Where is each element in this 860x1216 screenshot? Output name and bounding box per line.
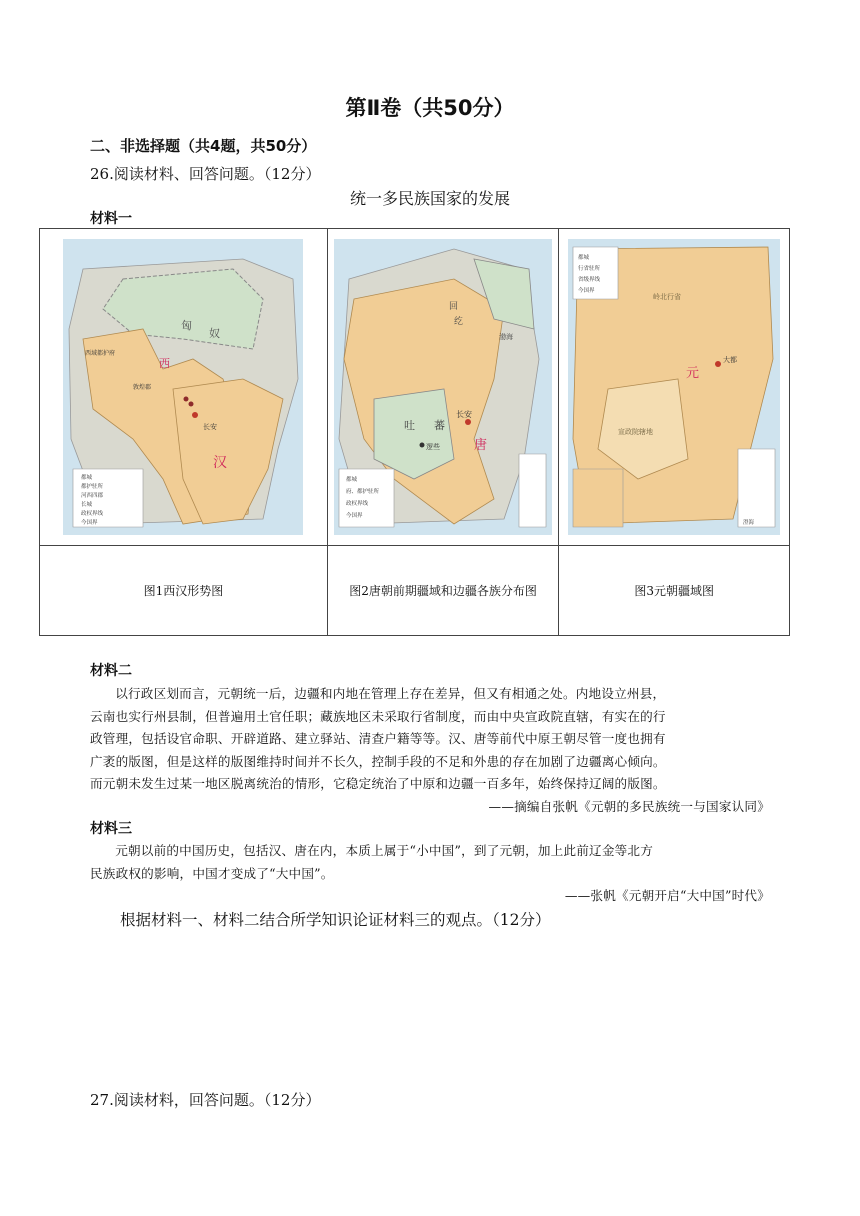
- map2-label-d: 唐: [474, 438, 488, 453]
- material-2-text: [90, 683, 770, 818]
- map2-label-c: 长安: [456, 410, 473, 419]
- caption-cell-3: [559, 546, 790, 636]
- map1-label-a: 匈: [181, 319, 193, 332]
- material-2-line: 云南也实行州县制，但普遍用土官任职；藏族地区未采取行省制度，而由中央宣政院直辖，有实在的行: [90, 708, 666, 724]
- western-han-map: [63, 239, 303, 535]
- map2-label-g: 纥: [454, 317, 464, 327]
- map1-legend-0: 都城: [81, 475, 93, 481]
- section-heading: 二、非选择题（共4题，共50分）: [90, 137, 317, 155]
- map1-label-b: 奴: [209, 327, 221, 340]
- map3-label-e: 澄海: [743, 520, 755, 526]
- map2-legend-0: 都城: [346, 477, 358, 483]
- map1-label-c: 西: [159, 357, 171, 370]
- map3-label-a: 元: [686, 366, 700, 381]
- map1-legend-1: 都护驻所: [81, 484, 104, 490]
- map1-legend-4: 政权界线: [81, 511, 104, 517]
- map2-label-h: 渤海: [499, 333, 514, 341]
- material-2-line: 而元朝未发生过某一地区脱离统治的情形，它稳定统治了中原和边疆一百多年，始终保持辽阔的版图。: [90, 776, 666, 791]
- map1-label-d: 汉: [213, 455, 228, 471]
- map-1-caption: 图1西汉形势图: [143, 583, 224, 598]
- map3-label-c: 宣政院辖地: [618, 428, 654, 436]
- map3-legend-1: 行省驻所: [578, 266, 601, 272]
- map-cell-2: [327, 229, 559, 546]
- map2-label-a: 吐: [404, 419, 416, 432]
- map-cell-1: [40, 229, 328, 546]
- map1-legend-2: 河西四郡: [81, 493, 104, 499]
- material-2-label: 材料二: [90, 663, 132, 679]
- map3-label-b: 大都: [723, 356, 738, 364]
- question-27-header: 27.阅读材料，回答问题。（12分）: [90, 1091, 321, 1109]
- caption-cell-1: [40, 546, 328, 636]
- map2-label-e: 逻些: [426, 443, 441, 451]
- map1-legend-3: 长城: [81, 502, 93, 508]
- material-3-line: 民族政权的影响，中国才变成了“大中国”。: [90, 865, 334, 881]
- material-2-line: 广袤的版图，但是这样的版图维持时间并不长久，控制手段的不足和外患的存在加剧了边疆离心倾向。: [90, 753, 666, 769]
- map2-legend-3: 今国界: [346, 513, 363, 519]
- material-2-line: 政管理，包括设官命职、开辟道路、建立驿站、清查户籍等等。汉、唐等前代中原王朝尽管一度也拥有: [90, 731, 666, 746]
- yuan-map: [568, 239, 780, 535]
- material-3-source: ——张帆《元朝开启“大中国”时代》: [564, 888, 770, 903]
- map1-label-f: 西域都护府: [85, 350, 116, 357]
- map3-legend-0: 都城: [578, 255, 590, 261]
- map-table: [39, 228, 790, 636]
- map2-legend-2: 政权界线: [346, 501, 369, 507]
- map1-legend-5: 今国界: [81, 520, 98, 526]
- map-cell-3: [559, 229, 790, 546]
- material-3-label: 材料三: [90, 821, 132, 837]
- map-3-caption: 图3元朝疆域图: [634, 583, 715, 598]
- map3-legend-3: 今国界: [578, 288, 595, 294]
- map3-label-d: 岭北行省: [653, 293, 682, 301]
- material-3-line: 元朝以前的中国历史，包括汉、唐在内，本质上属于“小中国”，到了元朝，加上此前辽金等北方: [115, 843, 654, 858]
- material-2-source: ——摘编自张帆《元朝的多民族统一与国家认同》: [488, 798, 770, 814]
- map2-legend-1: 府、都护驻所: [346, 489, 380, 495]
- material-1-label: 材料一: [90, 211, 132, 227]
- question-26-header: 26.阅读材料、回答问题。（12分）: [90, 165, 321, 183]
- map-2-caption: 图2唐朝前期疆域和边疆各族分布图: [349, 583, 537, 598]
- material-3-text: [90, 840, 770, 908]
- question-26-topic: 统一多民族国家的发展: [349, 189, 510, 208]
- map3-legend-2: 省级界线: [578, 277, 601, 283]
- caption-cell-2: [327, 546, 559, 636]
- map1-label-e: 长安: [203, 423, 218, 431]
- map2-label-f: 回: [449, 302, 459, 312]
- question-26-instruction: 根据材料一、材料二结合所学知识论证材料三的观点。（12分）: [120, 911, 551, 929]
- tang-map: [334, 239, 552, 535]
- map2-label-b: 蕃: [434, 419, 446, 432]
- material-2-line: 以行政区划而言，元朝统一后，边疆和内地在管理上存在差异，但又有相通之处。内地设立州县，: [115, 686, 666, 701]
- map1-label-g: 敦煌郡: [133, 384, 152, 391]
- page-title: 第Ⅱ卷（共50分）: [345, 96, 515, 120]
